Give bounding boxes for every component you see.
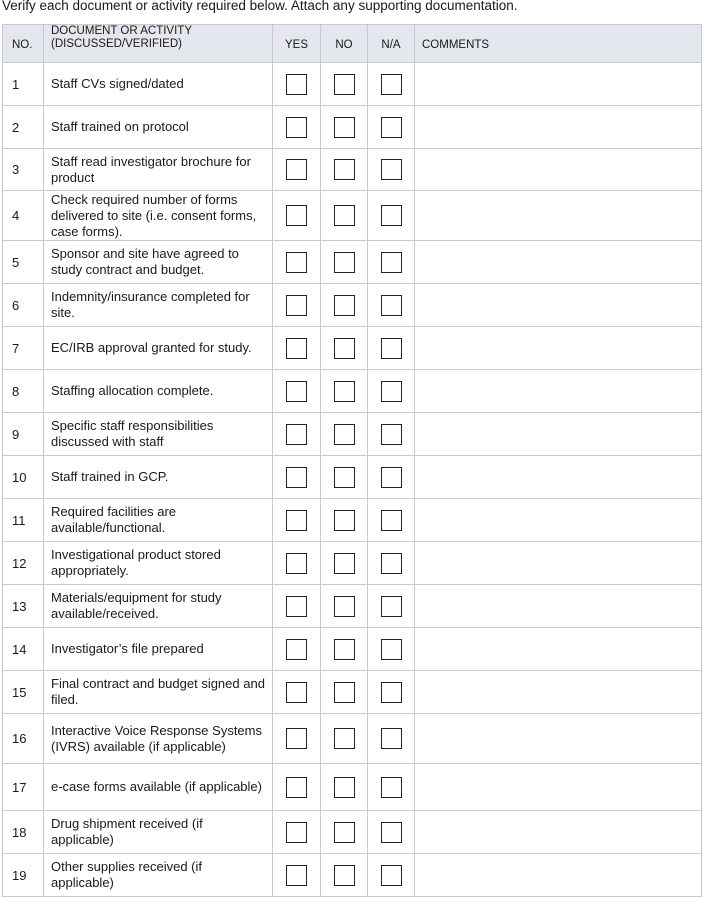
- na-checkbox[interactable]: [381, 467, 402, 488]
- na-checkbox[interactable]: [381, 682, 402, 703]
- row-comments-field[interactable]: [415, 413, 702, 456]
- row-yes-cell: [273, 714, 321, 764]
- row-comments-field[interactable]: [415, 63, 702, 106]
- row-document-activity: Specific staff responsibilities discussed with staff: [44, 413, 273, 456]
- na-checkbox[interactable]: [381, 117, 402, 138]
- row-na-cell: [368, 191, 415, 241]
- row-number: 14: [3, 628, 44, 671]
- yes-checkbox[interactable]: [286, 117, 307, 138]
- na-checkbox[interactable]: [381, 777, 402, 798]
- yes-checkbox[interactable]: [286, 510, 307, 531]
- row-na-cell: [368, 284, 415, 327]
- header-document-line1: DOCUMENT OR ACTIVITY: [51, 25, 192, 37]
- yes-checkbox[interactable]: [286, 338, 307, 359]
- row-number: 18: [3, 811, 44, 854]
- na-checkbox[interactable]: [381, 553, 402, 574]
- table-row: [3, 628, 702, 671]
- na-checkbox[interactable]: [381, 822, 402, 843]
- row-document-activity: Final contract and budget signed and filed.: [44, 671, 273, 714]
- header-document-line2: (DISCUSSED/VERIFIED): [51, 38, 182, 50]
- row-no-cell: [321, 370, 368, 413]
- row-no-cell: [321, 413, 368, 456]
- row-no-cell: [321, 284, 368, 327]
- row-no-cell: [321, 456, 368, 499]
- row-comments-field[interactable]: [415, 854, 702, 897]
- row-document-activity: EC/IRB approval granted for study.: [44, 327, 273, 370]
- row-comments-field[interactable]: [415, 370, 702, 413]
- na-checkbox[interactable]: [381, 252, 402, 273]
- table-row: [3, 811, 702, 854]
- row-na-cell: [368, 628, 415, 671]
- no-checkbox[interactable]: [334, 553, 355, 574]
- row-comments-field[interactable]: [415, 542, 702, 585]
- row-number: 11: [3, 499, 44, 542]
- header-document-activity: [44, 25, 273, 63]
- row-yes-cell: [273, 542, 321, 585]
- row-na-cell: [368, 456, 415, 499]
- row-no-cell: [321, 241, 368, 284]
- row-comments-field[interactable]: [415, 764, 702, 811]
- yes-checkbox[interactable]: [286, 777, 307, 798]
- row-yes-cell: [273, 63, 321, 106]
- header-na: N/A: [368, 25, 415, 63]
- row-no-cell: [321, 854, 368, 897]
- row-na-cell: [368, 327, 415, 370]
- row-comments-field[interactable]: [415, 714, 702, 764]
- row-no-cell: [321, 811, 368, 854]
- na-checkbox[interactable]: [381, 596, 402, 617]
- row-yes-cell: [273, 764, 321, 811]
- header-yes: YES: [273, 25, 321, 63]
- yes-checkbox[interactable]: [286, 424, 307, 445]
- row-comments-field[interactable]: [415, 191, 702, 241]
- row-na-cell: [368, 714, 415, 764]
- row-comments-field[interactable]: [415, 671, 702, 714]
- row-no-cell: [321, 149, 368, 191]
- row-no-cell: [321, 714, 368, 764]
- table-row: [3, 585, 702, 628]
- row-yes-cell: [273, 241, 321, 284]
- no-checkbox[interactable]: [334, 117, 355, 138]
- no-checkbox[interactable]: [334, 295, 355, 316]
- no-checkbox[interactable]: [334, 865, 355, 886]
- no-checkbox[interactable]: [334, 510, 355, 531]
- no-checkbox[interactable]: [334, 338, 355, 359]
- row-document-activity: Required facilities are available/functional.: [44, 499, 273, 542]
- na-checkbox[interactable]: [381, 159, 402, 180]
- no-checkbox[interactable]: [334, 381, 355, 402]
- row-document-activity: Interactive Voice Response Systems (IVRS) available (if applicable): [44, 714, 273, 764]
- yes-checkbox[interactable]: [286, 381, 307, 402]
- header-no-column: NO: [321, 25, 368, 63]
- row-document-activity: Sponsor and site have agreed to study contract and budget.: [44, 241, 273, 284]
- row-number: 7: [3, 327, 44, 370]
- no-checkbox[interactable]: [334, 596, 355, 617]
- no-checkbox[interactable]: [334, 74, 355, 95]
- table-row: [3, 191, 702, 241]
- yes-checkbox[interactable]: [286, 159, 307, 180]
- na-checkbox[interactable]: [381, 338, 402, 359]
- no-checkbox[interactable]: [334, 252, 355, 273]
- yes-checkbox[interactable]: [286, 467, 307, 488]
- row-na-cell: [368, 413, 415, 456]
- row-no-cell: [321, 191, 368, 241]
- table-row: [3, 714, 702, 764]
- na-checkbox[interactable]: [381, 639, 402, 660]
- row-number: 15: [3, 671, 44, 714]
- row-number: 2: [3, 106, 44, 149]
- row-na-cell: [368, 63, 415, 106]
- row-document-activity: Staff trained on protocol: [44, 106, 273, 149]
- na-checkbox[interactable]: [381, 865, 402, 886]
- table-row: [3, 456, 702, 499]
- table-row: [3, 149, 702, 191]
- row-no-cell: [321, 585, 368, 628]
- row-yes-cell: [273, 149, 321, 191]
- instructions-text: Verify each document or activity required below. Attach any supporting documentation.: [2, 0, 518, 13]
- row-yes-cell: [273, 370, 321, 413]
- row-no-cell: [321, 764, 368, 811]
- row-comments-field[interactable]: [415, 628, 702, 671]
- row-comments-field[interactable]: [415, 811, 702, 854]
- row-na-cell: [368, 585, 415, 628]
- table-row: [3, 284, 702, 327]
- no-checkbox[interactable]: [334, 205, 355, 226]
- row-yes-cell: [273, 811, 321, 854]
- na-checkbox[interactable]: [381, 381, 402, 402]
- row-na-cell: [368, 106, 415, 149]
- no-checkbox[interactable]: [334, 728, 355, 749]
- row-yes-cell: [273, 413, 321, 456]
- no-checkbox[interactable]: [334, 639, 355, 660]
- row-number: 9: [3, 413, 44, 456]
- yes-checkbox[interactable]: [286, 74, 307, 95]
- table-row: [3, 671, 702, 714]
- row-number: 8: [3, 370, 44, 413]
- row-number: 10: [3, 456, 44, 499]
- verification-checklist-table: [2, 24, 702, 897]
- yes-checkbox[interactable]: [286, 596, 307, 617]
- na-checkbox[interactable]: [381, 205, 402, 226]
- row-comments-field[interactable]: [415, 241, 702, 284]
- row-na-cell: [368, 370, 415, 413]
- row-yes-cell: [273, 106, 321, 149]
- row-comments-field[interactable]: [415, 106, 702, 149]
- row-yes-cell: [273, 585, 321, 628]
- row-yes-cell: [273, 191, 321, 241]
- row-na-cell: [368, 854, 415, 897]
- no-checkbox[interactable]: [334, 424, 355, 445]
- no-checkbox[interactable]: [334, 467, 355, 488]
- row-document-activity: Drug shipment received (if applicable): [44, 811, 273, 854]
- yes-checkbox[interactable]: [286, 865, 307, 886]
- header-no: NO.: [3, 25, 44, 63]
- row-no-cell: [321, 63, 368, 106]
- na-checkbox[interactable]: [381, 295, 402, 316]
- row-document-activity: Indemnity/insurance completed for site.: [44, 284, 273, 327]
- row-yes-cell: [273, 327, 321, 370]
- no-checkbox[interactable]: [334, 777, 355, 798]
- row-comments-field[interactable]: [415, 284, 702, 327]
- no-checkbox[interactable]: [334, 822, 355, 843]
- yes-checkbox[interactable]: [286, 252, 307, 273]
- yes-checkbox[interactable]: [286, 205, 307, 226]
- row-na-cell: [368, 811, 415, 854]
- table-row: [3, 764, 702, 811]
- row-document-activity: Staff read investigator brochure for product: [44, 149, 273, 191]
- table-row: [3, 542, 702, 585]
- row-document-activity: Staffing allocation complete.: [44, 370, 273, 413]
- row-na-cell: [368, 149, 415, 191]
- row-document-activity: Staff trained in GCP.: [44, 456, 273, 499]
- row-yes-cell: [273, 628, 321, 671]
- row-comments-field[interactable]: [415, 456, 702, 499]
- na-checkbox[interactable]: [381, 424, 402, 445]
- na-checkbox[interactable]: [381, 728, 402, 749]
- table-row: [3, 370, 702, 413]
- table-row: [3, 327, 702, 370]
- row-number: 1: [3, 63, 44, 106]
- yes-checkbox[interactable]: [286, 553, 307, 574]
- yes-checkbox[interactable]: [286, 295, 307, 316]
- yes-checkbox[interactable]: [286, 728, 307, 749]
- row-document-activity: Materials/equipment for study available/received.: [44, 585, 273, 628]
- row-yes-cell: [273, 671, 321, 714]
- yes-checkbox[interactable]: [286, 822, 307, 843]
- row-number: 3: [3, 149, 44, 191]
- row-no-cell: [321, 106, 368, 149]
- row-comments-field[interactable]: [415, 327, 702, 370]
- na-checkbox[interactable]: [381, 74, 402, 95]
- row-number: 17: [3, 764, 44, 811]
- row-document-activity: Other supplies received (if applicable): [44, 854, 273, 897]
- row-number: 13: [3, 585, 44, 628]
- row-document-activity: Investigator’s file prepared: [44, 628, 273, 671]
- row-no-cell: [321, 327, 368, 370]
- row-yes-cell: [273, 456, 321, 499]
- row-number: 16: [3, 714, 44, 764]
- table-row: [3, 499, 702, 542]
- row-number: 4: [3, 191, 44, 241]
- row-document-activity: Staff CVs signed/dated: [44, 63, 273, 106]
- na-checkbox[interactable]: [381, 510, 402, 531]
- row-number: 5: [3, 241, 44, 284]
- row-document-activity: e-case forms available (if applicable): [44, 764, 273, 811]
- yes-checkbox[interactable]: [286, 682, 307, 703]
- row-no-cell: [321, 542, 368, 585]
- table-row: [3, 63, 702, 106]
- yes-checkbox[interactable]: [286, 639, 307, 660]
- row-yes-cell: [273, 284, 321, 327]
- row-no-cell: [321, 499, 368, 542]
- row-comments-field[interactable]: [415, 149, 702, 191]
- row-document-activity: Check required number of forms delivered to site (i.e. consent forms, case forms).: [44, 191, 273, 241]
- row-na-cell: [368, 499, 415, 542]
- table-row: [3, 106, 702, 149]
- no-checkbox[interactable]: [334, 159, 355, 180]
- row-no-cell: [321, 628, 368, 671]
- table-row: [3, 241, 702, 284]
- row-number: 12: [3, 542, 44, 585]
- row-yes-cell: [273, 854, 321, 897]
- row-comments-field[interactable]: [415, 585, 702, 628]
- row-na-cell: [368, 764, 415, 811]
- header-comments: COMMENTS: [415, 25, 702, 63]
- table-row: [3, 854, 702, 897]
- row-comments-field[interactable]: [415, 499, 702, 542]
- table-header-row: [3, 25, 702, 63]
- row-document-activity: Investigational product stored appropriately.: [44, 542, 273, 585]
- no-checkbox[interactable]: [334, 682, 355, 703]
- row-na-cell: [368, 241, 415, 284]
- row-yes-cell: [273, 499, 321, 542]
- row-no-cell: [321, 671, 368, 714]
- row-na-cell: [368, 671, 415, 714]
- row-na-cell: [368, 542, 415, 585]
- table-row: [3, 413, 702, 456]
- row-number: 19: [3, 854, 44, 897]
- row-number: 6: [3, 284, 44, 327]
